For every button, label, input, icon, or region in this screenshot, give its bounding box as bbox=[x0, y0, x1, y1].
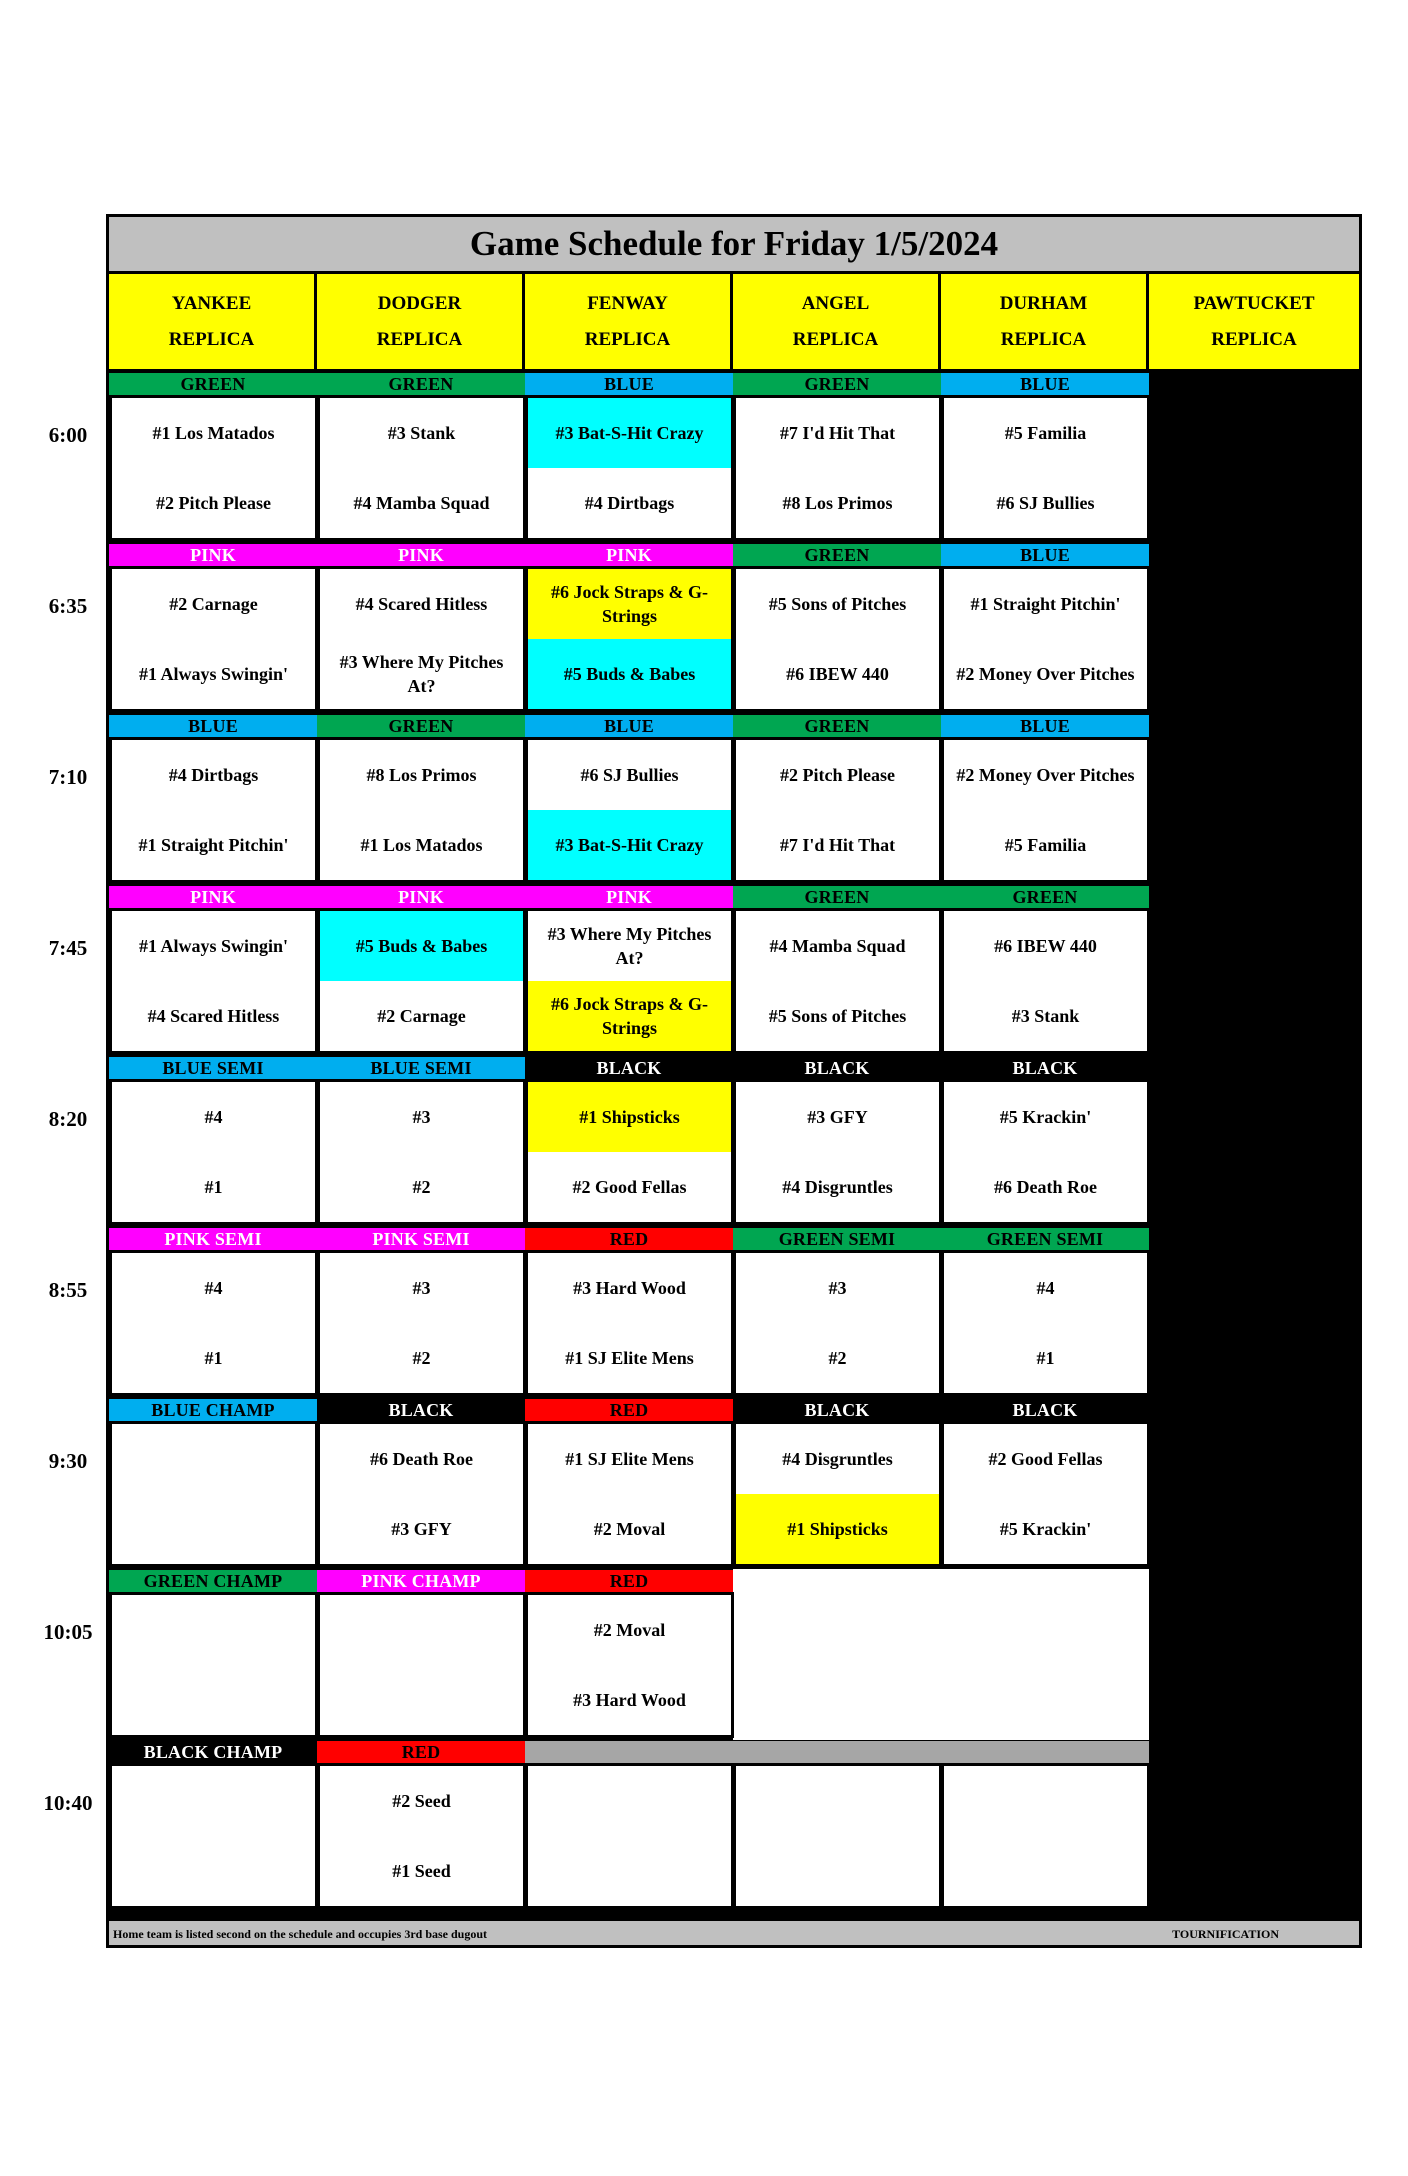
home-team: #4 Mamba Squad bbox=[353, 493, 490, 513]
home-team: #2 bbox=[412, 1177, 431, 1197]
division-band: PINK bbox=[109, 544, 317, 566]
visitor-team: #3 Stank bbox=[387, 423, 456, 443]
visitor-team: #2 Good Fellas bbox=[988, 1449, 1103, 1469]
game-cell bbox=[941, 908, 1150, 1054]
game-cell bbox=[941, 1079, 1150, 1225]
footer-brand: TOURNIFICATION bbox=[1172, 1927, 1279, 1941]
visitor-team: #1 Straight Pitchin' bbox=[970, 594, 1121, 614]
visitor-team: #5 Krackin' bbox=[999, 1107, 1092, 1127]
game-cell bbox=[525, 737, 734, 883]
division-band: GREEN SEMI bbox=[733, 1228, 941, 1250]
visitor-team: #4 bbox=[1036, 1278, 1055, 1298]
visitor-team bbox=[112, 1424, 315, 1494]
home-team bbox=[112, 1665, 315, 1735]
home-team: #1 bbox=[204, 1177, 223, 1197]
field-header-yankee bbox=[109, 274, 317, 369]
field-header-fenway bbox=[525, 274, 733, 369]
home-team: #3 GFY bbox=[391, 1519, 452, 1539]
time-label: 10:05 bbox=[43, 1620, 93, 1644]
game-cell bbox=[733, 737, 942, 883]
division-band: GREEN bbox=[317, 715, 525, 737]
visitor-team: #6 IBEW 440 bbox=[994, 936, 1097, 956]
home-team: #6 IBEW 440 bbox=[786, 664, 889, 684]
home-team: #5 Buds & Babes bbox=[528, 639, 731, 709]
game-cell bbox=[733, 395, 942, 541]
division-band: GREEN bbox=[317, 373, 525, 395]
field-subtitle: REPLICA bbox=[1000, 328, 1087, 350]
home-team: #6 Death Roe bbox=[994, 1177, 1097, 1197]
visitor-team bbox=[320, 1595, 523, 1665]
game-cell bbox=[525, 1079, 734, 1225]
visitor-team: #7 I'd Hit That bbox=[779, 423, 896, 443]
field-name: DURHAM bbox=[999, 292, 1088, 314]
visitor-team: #5 Buds & Babes bbox=[320, 911, 523, 981]
visitor-team: #4 Mamba Squad bbox=[769, 936, 906, 956]
home-team: #8 Los Primos bbox=[782, 493, 893, 513]
division-band: BLACK bbox=[525, 1057, 733, 1079]
division-band: PINK SEMI bbox=[109, 1228, 317, 1250]
game-cell bbox=[109, 395, 318, 541]
division-band: RED bbox=[317, 1741, 525, 1763]
game-cell bbox=[525, 1250, 734, 1396]
game-cell bbox=[733, 1079, 942, 1225]
game-cell bbox=[525, 395, 734, 541]
field-name: YANKEE bbox=[171, 292, 252, 314]
game-cell bbox=[109, 737, 318, 883]
division-band: BLUE bbox=[525, 715, 733, 737]
field-subtitle: REPLICA bbox=[376, 328, 463, 350]
division-band: BLACK bbox=[733, 1057, 941, 1079]
division-band: GREEN SEMI bbox=[941, 1228, 1149, 1250]
home-team bbox=[320, 1665, 523, 1735]
visitor-team: #1 SJ Elite Mens bbox=[565, 1449, 694, 1469]
time-label: 7:45 bbox=[48, 936, 88, 960]
division-band: PINK bbox=[525, 886, 733, 908]
division-band: BLACK bbox=[941, 1057, 1149, 1079]
visitor-team: #3 bbox=[412, 1278, 431, 1298]
game-cell bbox=[941, 395, 1150, 541]
division-band: BLUE bbox=[941, 373, 1149, 395]
field-header-durham bbox=[941, 274, 1149, 369]
time-label: 9:30 bbox=[48, 1449, 88, 1473]
home-team: #3 Where My Pitches At? bbox=[339, 652, 504, 696]
field-subtitle: REPLICA bbox=[792, 328, 879, 350]
game-cell bbox=[109, 1592, 318, 1738]
field-name: DODGER bbox=[377, 292, 462, 314]
visitor-team: #3 bbox=[828, 1278, 847, 1298]
empty-game-cell bbox=[525, 1763, 734, 1909]
division-band: PINK CHAMP bbox=[317, 1570, 525, 1592]
visitor-team bbox=[112, 1595, 315, 1665]
visitor-team: #4 bbox=[204, 1107, 223, 1127]
home-team: #2 Moval bbox=[593, 1519, 666, 1539]
field-name: FENWAY bbox=[587, 292, 668, 314]
home-team: #1 Straight Pitchin' bbox=[138, 835, 289, 855]
home-team: #2 Carnage bbox=[377, 1006, 466, 1026]
home-team: #5 Familia bbox=[1004, 835, 1087, 855]
visitor-team: #3 GFY bbox=[807, 1107, 868, 1127]
division-band: GREEN bbox=[733, 544, 941, 566]
time-label: 6:00 bbox=[48, 423, 88, 447]
game-cell bbox=[317, 1079, 526, 1225]
home-team: #6 SJ Bullies bbox=[996, 493, 1095, 513]
visitor-team: #3 Hard Wood bbox=[573, 1278, 686, 1298]
division-band: PINK bbox=[109, 886, 317, 908]
game-cell bbox=[941, 1250, 1150, 1396]
division-band: RED bbox=[525, 1399, 733, 1421]
game-cell bbox=[941, 737, 1150, 883]
division-band: GREEN bbox=[941, 886, 1149, 908]
division-band: BLUE bbox=[941, 544, 1149, 566]
visitor-team: #6 Death Roe bbox=[370, 1449, 473, 1469]
visitor-team: #6 SJ Bullies bbox=[580, 765, 679, 785]
game-cell bbox=[941, 1421, 1150, 1567]
division-band: PINK SEMI bbox=[317, 1228, 525, 1250]
game-cell bbox=[317, 737, 526, 883]
game-cell bbox=[317, 1763, 526, 1909]
home-team: #3 Hard Wood bbox=[573, 1690, 686, 1710]
division-band: BLUE bbox=[525, 373, 733, 395]
footer-note: Home team is listed second on the schedule and occupies 3rd base dugout bbox=[113, 1927, 488, 1941]
home-team: #3 Bat-S-Hit Crazy bbox=[528, 810, 731, 880]
game-cell bbox=[317, 1421, 526, 1567]
visitor-team: #4 bbox=[204, 1278, 223, 1298]
time-label: 7:10 bbox=[48, 765, 88, 789]
field-subtitle: REPLICA bbox=[1211, 328, 1297, 350]
home-team bbox=[112, 1494, 315, 1564]
division-band: GREEN bbox=[733, 715, 941, 737]
division-band: BLUE SEMI bbox=[317, 1057, 525, 1079]
visitor-team: #5 Sons of Pitches bbox=[768, 594, 907, 614]
home-team: #1 bbox=[204, 1348, 223, 1368]
game-cell bbox=[109, 908, 318, 1054]
division-band bbox=[941, 1741, 1149, 1763]
game-cell bbox=[317, 1592, 526, 1738]
home-team: #6 Jock Straps & G-Strings bbox=[528, 981, 731, 1051]
visitor-team: #3 bbox=[412, 1107, 431, 1127]
division-band: BLACK CHAMP bbox=[109, 1741, 317, 1763]
home-team: #1 bbox=[1036, 1348, 1055, 1368]
page-title: Game Schedule for Friday 1/5/2024 bbox=[109, 217, 1359, 274]
division-band: GREEN CHAMP bbox=[109, 1570, 317, 1592]
field-header-row bbox=[109, 274, 1359, 372]
visitor-team: #8 Los Primos bbox=[366, 765, 477, 785]
field-subtitle: REPLICA bbox=[168, 328, 255, 350]
visitor-team: #2 Money Over Pitches bbox=[956, 765, 1135, 785]
game-cell bbox=[109, 566, 318, 712]
field-name: PAWTUCKET bbox=[1193, 292, 1315, 314]
home-team: #2 bbox=[828, 1348, 847, 1368]
home-team: #1 Seed bbox=[392, 1861, 451, 1881]
visitor-team: #4 Disgruntles bbox=[782, 1449, 893, 1469]
home-team: #4 Scared Hitless bbox=[147, 1006, 280, 1026]
home-team bbox=[112, 1836, 315, 1906]
empty-area bbox=[733, 1569, 1149, 1740]
game-cell bbox=[109, 1763, 318, 1909]
visitor-team bbox=[112, 1766, 315, 1836]
home-team: #2 Pitch Please bbox=[156, 493, 271, 513]
empty-game-cell bbox=[733, 1763, 942, 1909]
home-team: #5 Krackin' bbox=[999, 1519, 1092, 1539]
home-team: #1 Los Matados bbox=[360, 835, 483, 855]
division-band: PINK bbox=[317, 544, 525, 566]
division-band: PINK bbox=[317, 886, 525, 908]
division-band bbox=[525, 1741, 733, 1763]
division-band: BLUE CHAMP bbox=[109, 1399, 317, 1421]
field-name: ANGEL bbox=[801, 292, 870, 314]
visitor-team: #4 Dirtbags bbox=[168, 765, 259, 785]
home-team: #1 Shipsticks bbox=[736, 1494, 939, 1564]
visitor-team: #3 Where My Pitches At? bbox=[547, 924, 712, 968]
visitor-team: #6 Jock Straps & G-Strings bbox=[528, 569, 731, 639]
field-subtitle: REPLICA bbox=[584, 328, 671, 350]
home-team: #1 SJ Elite Mens bbox=[565, 1348, 694, 1368]
visitor-team: #1 Shipsticks bbox=[528, 1082, 731, 1152]
division-band: GREEN bbox=[733, 373, 941, 395]
visitor-team: #2 Moval bbox=[593, 1620, 666, 1640]
division-band: BLUE bbox=[941, 715, 1149, 737]
game-cell bbox=[733, 1421, 942, 1567]
game-cell bbox=[109, 1079, 318, 1225]
field-header-dodger bbox=[317, 274, 525, 369]
division-band: BLUE bbox=[109, 715, 317, 737]
division-band: PINK bbox=[525, 544, 733, 566]
visitor-team: #2 Pitch Please bbox=[780, 765, 895, 785]
game-cell bbox=[317, 395, 526, 541]
field-header-pawtucket bbox=[1149, 274, 1359, 369]
division-band: BLACK bbox=[733, 1399, 941, 1421]
game-cell bbox=[317, 908, 526, 1054]
division-band: BLACK bbox=[317, 1399, 525, 1421]
schedule-table bbox=[106, 214, 1362, 1948]
game-cell bbox=[733, 908, 942, 1054]
game-cell bbox=[733, 566, 942, 712]
field-header-angel bbox=[733, 274, 941, 369]
game-cell bbox=[525, 908, 734, 1054]
home-team: #4 Disgruntles bbox=[782, 1177, 893, 1197]
home-team: #4 Dirtbags bbox=[584, 493, 675, 513]
time-label: 10:40 bbox=[43, 1791, 93, 1815]
visitor-team: #2 Seed bbox=[392, 1791, 451, 1811]
division-band: RED bbox=[525, 1570, 733, 1592]
game-cell bbox=[525, 566, 734, 712]
home-team: #2 Money Over Pitches bbox=[956, 664, 1135, 684]
game-cell bbox=[525, 1421, 734, 1567]
home-team: #2 bbox=[412, 1348, 431, 1368]
division-band: RED bbox=[525, 1228, 733, 1250]
division-band bbox=[733, 1741, 941, 1763]
visitor-team: #5 Familia bbox=[1004, 423, 1087, 443]
division-band: GREEN bbox=[109, 373, 317, 395]
home-team: #3 Stank bbox=[1011, 1006, 1080, 1026]
visitor-team: #3 Bat-S-Hit Crazy bbox=[528, 398, 731, 468]
game-cell bbox=[317, 566, 526, 712]
time-label: 8:55 bbox=[48, 1278, 88, 1302]
game-cell bbox=[941, 566, 1150, 712]
visitor-team: #1 Always Swingin' bbox=[138, 936, 289, 956]
game-cell bbox=[109, 1250, 318, 1396]
empty-game-cell bbox=[941, 1763, 1150, 1909]
home-team: #7 I'd Hit That bbox=[779, 835, 896, 855]
time-label: 8:20 bbox=[48, 1107, 88, 1131]
home-team: #2 Good Fellas bbox=[572, 1177, 687, 1197]
home-team: #1 Always Swingin' bbox=[138, 664, 289, 684]
game-cell bbox=[525, 1592, 734, 1738]
footer-bar bbox=[109, 1918, 1359, 1945]
visitor-team: #4 Scared Hitless bbox=[355, 594, 488, 614]
visitor-team: #1 Los Matados bbox=[152, 423, 275, 443]
game-cell bbox=[317, 1250, 526, 1396]
visitor-team: #2 Carnage bbox=[169, 594, 258, 614]
game-cell bbox=[733, 1250, 942, 1396]
division-band: BLUE SEMI bbox=[109, 1057, 317, 1079]
game-cell bbox=[109, 1421, 318, 1567]
division-band: BLACK bbox=[941, 1399, 1149, 1421]
division-band: GREEN bbox=[733, 886, 941, 908]
home-team: #5 Sons of Pitches bbox=[768, 1006, 907, 1026]
time-label: 6:35 bbox=[48, 594, 88, 618]
